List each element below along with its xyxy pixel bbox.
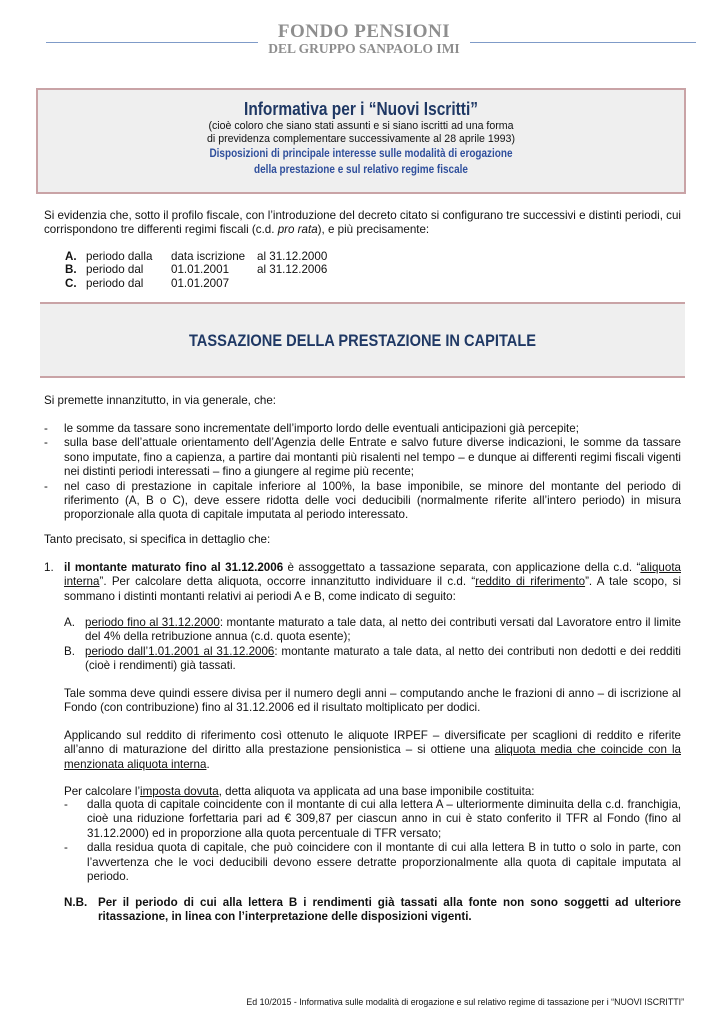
list-item xyxy=(64,645,681,674)
apply-text-2: . xyxy=(206,757,210,771)
point-1-t3: ”. A tale scopo, si sommano i distinti montanti relativi ai periodi A e B, come indicato di seguito: xyxy=(64,575,681,603)
point-1-t2: ”. Per calcolare detta aliquota, occorre innanzitutto individuare il c.d. “ xyxy=(99,575,476,589)
period-to: al 31.12.2006 xyxy=(257,263,328,277)
section-header-box xyxy=(40,302,685,378)
list-item xyxy=(64,798,681,841)
premise-paragraph: Si premette innanzitutto, in via generale, che: xyxy=(44,394,277,407)
title-subtitle-2: di previdenza complementare successivamente al 28 aprile 1993) xyxy=(207,133,515,145)
bullet-dash: - xyxy=(44,436,48,450)
premise-list xyxy=(44,422,681,523)
item-period: periodo dall’1.01.2001 al 31.12.2006 xyxy=(85,644,275,658)
point-number: 1. xyxy=(44,561,54,574)
list-item xyxy=(64,616,681,645)
period-from: data iscrizione xyxy=(171,250,246,263)
sum-paragraph: Tale somma deve quindi essere divisa per il numero degli anni – computando anche le frazioni di anno – di iscrizione al Fondo (con contribuzione) fino al 31.12.2006 ed il risultato moltiplicato per dodici. xyxy=(64,687,681,715)
period-label: periodo dal xyxy=(86,276,144,290)
point-1-bold: il montante maturato fino al 31.12.2006 xyxy=(64,561,284,574)
period-letter: A. xyxy=(65,250,77,263)
bullet-dash: - xyxy=(64,841,68,855)
period-to: al 31.12.2000 xyxy=(257,250,328,263)
intro-text-a: Si evidenzia che, sotto il profilo fiscale, con l’introduzione del decreto citato si configurano tre successivi e distinti periodi, cui corrispondono tre differenti regimi fiscali (c.d. xyxy=(44,209,681,237)
reddito-riferimento-term: reddito di riferimento xyxy=(475,575,586,589)
aliquota-interna-term: aliquota interna xyxy=(64,561,681,589)
periods-detail-list xyxy=(64,616,681,674)
point-1-t1: è assoggettato a tassazione separata, con applicazione della c.d. “ xyxy=(283,561,641,574)
imposta-dovuta-term: imposta dovuta xyxy=(140,785,219,798)
list-item-text: dalla residua quota di capitale, che può coincidere con il montante di cui alla lettera B in tutto o solo in parte, con l’avvertenza che le voci deducibili devono essere detratte proporzionalmente alla quota di capitale imputata al periodo. xyxy=(87,841,681,884)
nota-bene xyxy=(64,896,681,925)
list-item-text: le somme da tassare sono incrementate dell’importo lordo delle eventuali anticipazioni già percepite; xyxy=(64,422,579,435)
list-item-text: dalla quota di capitale coincidente con il montante di cui alla lettera A – ulteriormente diminuita della c.d. franchigia, cioè una riduzione forfettaria pari ad € 309,87 per ciascun anno in cui è stato conferito il TFR al Fondo (fino al 31.12.2000) ed in proporzione alla quota percentuale di TFR versato; xyxy=(87,798,681,840)
period-letter: C. xyxy=(65,276,77,290)
list-item xyxy=(64,841,681,884)
intro-pro-rata: pro rata xyxy=(277,223,318,237)
tax-text-1: Per calcolare l’ xyxy=(64,785,141,798)
list-item-text: nel caso di prestazione in capitale inferiore al 100%, la base imponibile, se minore del montante del periodo di riferimento (A, B o C), deve essere ridotta delle voci deducibili (normalmente riferite all’intero periodo) in misura proporzionale alla quota di capitale imputata al periodo interessato. xyxy=(64,479,681,522)
point-1 xyxy=(44,561,681,604)
list-item-text: sulla base dell’attuale orientamento dell’Agenzia delle Entrate e salvo future diverse indicazioni, le somme da tassare sono imputate, fino a capienza, a partire dai montanti più risalenti nel tempo – e dunque ai differenti regimi fiscali vigenti nei distinti periodi interessati – fino a giungere al regime più recente; xyxy=(64,436,681,479)
title-topic-2: della prestazione e sul relativo regime fiscale xyxy=(254,163,468,176)
period-from: 01.01.2001 xyxy=(171,263,230,277)
aliquota-media-term: aliquota media che coincide con la menzionata aliquota interna xyxy=(64,743,681,771)
item-letter: A. xyxy=(64,616,75,629)
page-footer: Ed 10/2015 - Informativa sulle modalità di erogazione e sul relativo regime di tassazione per i “NUOVI ISCRITTI” xyxy=(246,997,684,1007)
apply-paragraph xyxy=(64,729,681,772)
item-text: : montante maturato a tale data, al netto dei contributi non dedotti e dei redditi (cioè i rendimenti) già tassati. xyxy=(85,644,681,673)
title-subtitle-1: (cioè coloro che siano stati assunti e si siano iscritti ad una forma xyxy=(208,120,514,132)
period-letter: B. xyxy=(65,263,77,277)
nb-text: Per il periodo di cui alla lettera B i rendimenti già tassati alla fonte non sono soggetti ad ulteriore ritassazione, in linea con l’interpretazione delle disposizioni vigenti. xyxy=(98,896,681,924)
fund-logo xyxy=(262,22,466,56)
item-letter: B. xyxy=(64,644,75,658)
intro-text-c: ), e più precisamente: xyxy=(317,223,430,237)
logo-line-2: DEL GRUPPO SANPAOLO IMI xyxy=(268,41,460,56)
bullet-dash: - xyxy=(44,422,48,435)
item-text: : montante maturato a tale data, al netto dei contributi versati dal Lavoratore entro il limite del 4% della retribuzione annua (c.d. quota esente); xyxy=(85,616,681,644)
bullet-dash: - xyxy=(44,479,48,493)
document-title: Informativa per i “Nuovi Iscritti” xyxy=(244,99,478,119)
nb-label: N.B. xyxy=(64,896,88,909)
list-item xyxy=(44,422,681,436)
tax-base-list xyxy=(64,798,681,884)
period-from: 01.01.2007 xyxy=(171,276,230,290)
list-item xyxy=(44,480,681,523)
period-label: periodo dalla xyxy=(86,250,153,263)
bullet-dash: - xyxy=(64,798,68,811)
header-rule-left xyxy=(46,42,258,43)
intro-paragraph xyxy=(44,209,681,238)
item-period: periodo fino al 31.12.2000 xyxy=(85,616,220,629)
point-1-text xyxy=(64,561,681,604)
period-label: periodo dal xyxy=(86,263,144,277)
logo-line-1: FONDO PENSIONI xyxy=(277,21,451,42)
tax-text-2: , detta aliquota va applicata ad una base imponibile costituita: xyxy=(218,785,535,798)
detail-intro: Tanto precisato, si specifica in dettaglio che: xyxy=(44,533,271,546)
list-item xyxy=(44,436,681,479)
apply-text-1: Applicando sul reddito di riferimento così ottenuto le aliquote IRPEF – diversificate per scaglioni di reddito e riferite all’anno di maturazione del diritto alla prestazione pensionistica – si ottiene una xyxy=(64,729,681,757)
title-box xyxy=(36,88,686,194)
title-topic-1: Disposizioni di principale interesse sulle modalità di erogazione xyxy=(209,147,513,160)
section-title: TASSAZIONE DELLA PRESTAZIONE IN CAPITALE xyxy=(188,331,537,350)
header-rule-right xyxy=(470,42,696,43)
